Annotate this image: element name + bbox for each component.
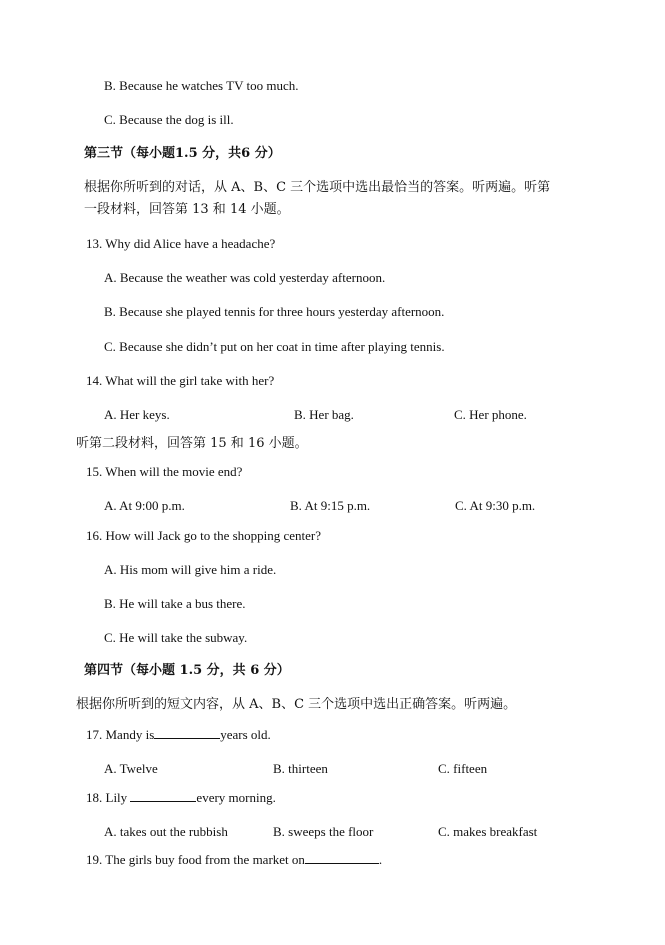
q19-stem: [86, 852, 382, 868]
q18-option-c: C. makes breakfast: [438, 824, 538, 839]
q19-stem-end: .: [378, 852, 383, 867]
q18-stem-end: every morning.: [196, 790, 276, 805]
q17-option-c: C. fifteen: [438, 761, 488, 776]
q19-answer-blank: [305, 852, 379, 864]
q16-option-a: A. His mom will give him a ride.: [104, 562, 277, 577]
section4-heading: 第四节（每小题 1.5 分，共 6 分）: [84, 663, 290, 678]
q19-stem-start: 19. The girls buy food from the market on: [86, 852, 305, 867]
section4-instruction: 根据你所听到的短文内容，从 A、B、C 三个选项中选出正确答案。听两遍。: [76, 697, 517, 712]
q16-option-b: B. He will take a bus there.: [104, 596, 246, 611]
q14-option-b: B. Her bag.: [294, 407, 354, 422]
q17-answer-blank: [154, 727, 220, 739]
q18-answer-blank: [130, 790, 196, 802]
section3-instruction-line1: 根据你所听到的对话，从 A、B、C 三个选项中选出最恰当的答案。听两遍。听第: [84, 180, 551, 195]
q17-stem-start: 17. Mandy is: [86, 727, 155, 742]
q14-option-c: C. Her phone.: [454, 407, 527, 422]
prev-option-b: B. Because he watches TV too much.: [104, 78, 299, 93]
q15-option-b: B. At 9:15 p.m.: [290, 498, 371, 513]
section3-instruction-line3: 听第二段材料，回答第 15 和 16 小题。: [76, 436, 308, 451]
q14-option-a: A. Her keys.: [104, 407, 170, 422]
q17-stem: [86, 727, 271, 743]
q18-stem: [86, 790, 276, 806]
q17-option-b: B. thirteen: [273, 761, 328, 776]
q18-stem-start: 18. Lily: [86, 790, 128, 805]
q15-option-c: C. At 9:30 p.m.: [455, 498, 536, 513]
q13-option-c: C. Because she didn’t put on her coat in time after playing tennis.: [104, 339, 445, 354]
q13-option-b: B. Because she played tennis for three hours yesterday afternoon.: [104, 304, 445, 319]
q16-option-c: C. He will take the subway.: [104, 630, 248, 645]
q16-stem: 16. How will Jack go to the shopping center?: [86, 528, 322, 543]
q14-stem: 14. What will the girl take with her?: [86, 373, 275, 388]
q18-option-b: B. sweeps the floor: [273, 824, 374, 839]
q13-option-a: A. Because the weather was cold yesterday afternoon.: [104, 270, 386, 285]
q17-stem-end: years old.: [220, 727, 271, 742]
q13-stem: 13. Why did Alice have a headache?: [86, 236, 276, 251]
q15-option-a: A. At 9:00 p.m.: [104, 498, 185, 513]
q18-option-a: A. takes out the rubbish: [104, 824, 228, 839]
section3-instruction-line2: 一段材料，回答第 13 和 14 小题。: [84, 202, 290, 217]
q15-stem: 15. When will the movie end?: [86, 464, 243, 479]
prev-option-c: C. Because the dog is ill.: [104, 112, 234, 127]
section3-heading: 第三节（每小题1.5 分，共6 分）: [84, 146, 281, 161]
q17-option-a: A. Twelve: [104, 761, 158, 776]
